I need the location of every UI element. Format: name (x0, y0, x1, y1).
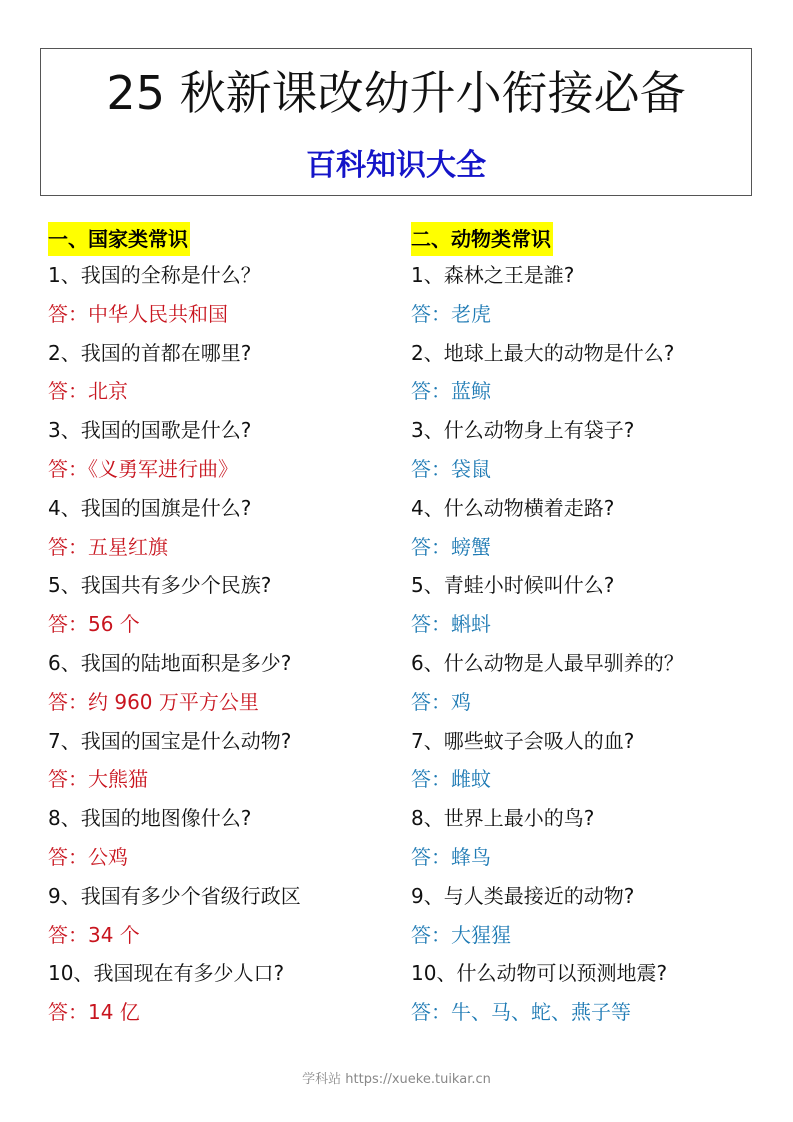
question-10: 10、什么动物可以预测地震? (411, 961, 668, 986)
answer-8: 答：公鸡 (48, 844, 128, 869)
question-5: 5、我国共有多少个民族? (48, 573, 272, 598)
answer-5: 答：56 个 (48, 612, 140, 637)
answer-1: 答：中华人民共和国 (48, 301, 228, 326)
question-9: 9、与人类最接近的动物? (411, 883, 635, 908)
answer-3: 答：《义勇军进行曲》 (48, 456, 238, 481)
answer-9: 答：34 个 (48, 922, 140, 947)
answer-3: 答：袋鼠 (411, 456, 491, 481)
question-7: 7、我国的国宝是什么动物? (48, 728, 292, 753)
question-10: 10、我国现在有多少人口? (48, 961, 285, 986)
section-national-knowledge (48, 222, 398, 1032)
title-box (40, 48, 752, 196)
answer-2: 答：蓝鲸 (411, 379, 491, 404)
answer-2: 答：北京 (48, 379, 128, 404)
answer-10: 答：14 亿 (48, 1000, 140, 1025)
question-2: 2、地球上最大的动物是什么? (411, 340, 675, 365)
question-4: 4、什么动物横着走路? (411, 495, 615, 520)
answer-7: 答：大熊猫 (48, 767, 148, 792)
section-animal-knowledge (411, 222, 771, 1032)
question-6: 6、什么动物是人最早驯养的？ (411, 650, 684, 675)
answer-4: 答：螃蟹 (411, 534, 491, 559)
section-heading: 二、动物类常识 (411, 222, 553, 256)
answer-7: 答：雌蚊 (411, 767, 491, 792)
question-1: 1、森林之王是誰? (411, 263, 575, 287)
section-heading: 一、国家类常识 (48, 222, 190, 256)
answer-10: 答：牛、马、蛇、燕子等 (411, 1000, 631, 1025)
question-6: 6、我国的陆地面积是多少? (48, 650, 292, 675)
answer-9: 答：大猩猩 (411, 922, 511, 947)
page-subtitle: 百科知识大全 (306, 148, 486, 183)
footer-watermark: 学科站 https://xueke.tuikar.cn (302, 1072, 491, 1087)
page-title: 25 秋新课改幼升小衔接必备 (106, 66, 686, 120)
answer-4: 答：五星红旗 (48, 534, 168, 559)
answer-5: 答：蝌蚪 (411, 612, 491, 637)
answer-6: 答：约 960 万平方公里 (48, 689, 259, 714)
answer-8: 答：蜂鸟 (411, 844, 491, 869)
question-7: 7、哪些蚊子会吸人的血? (411, 728, 635, 753)
question-2: 2、我国的首都在哪里? (48, 340, 252, 365)
question-9: 9、我国有多少个省级行政区 (48, 883, 301, 908)
answer-1: 答：老虎 (411, 301, 491, 326)
question-3: 3、我国的国歌是什么? (48, 418, 252, 443)
question-5: 5、青蛙小时候叫什么? (411, 573, 615, 598)
question-1: 1、我国的全称是什么？ (48, 263, 261, 287)
question-8: 8、我国的地图像什么? (48, 806, 252, 831)
answer-6: 答：鸡 (411, 689, 471, 714)
question-4: 4、我国的国旗是什么? (48, 495, 252, 520)
question-3: 3、什么动物身上有袋子? (411, 418, 635, 443)
question-8: 8、世界上最小的鸟? (411, 806, 595, 831)
